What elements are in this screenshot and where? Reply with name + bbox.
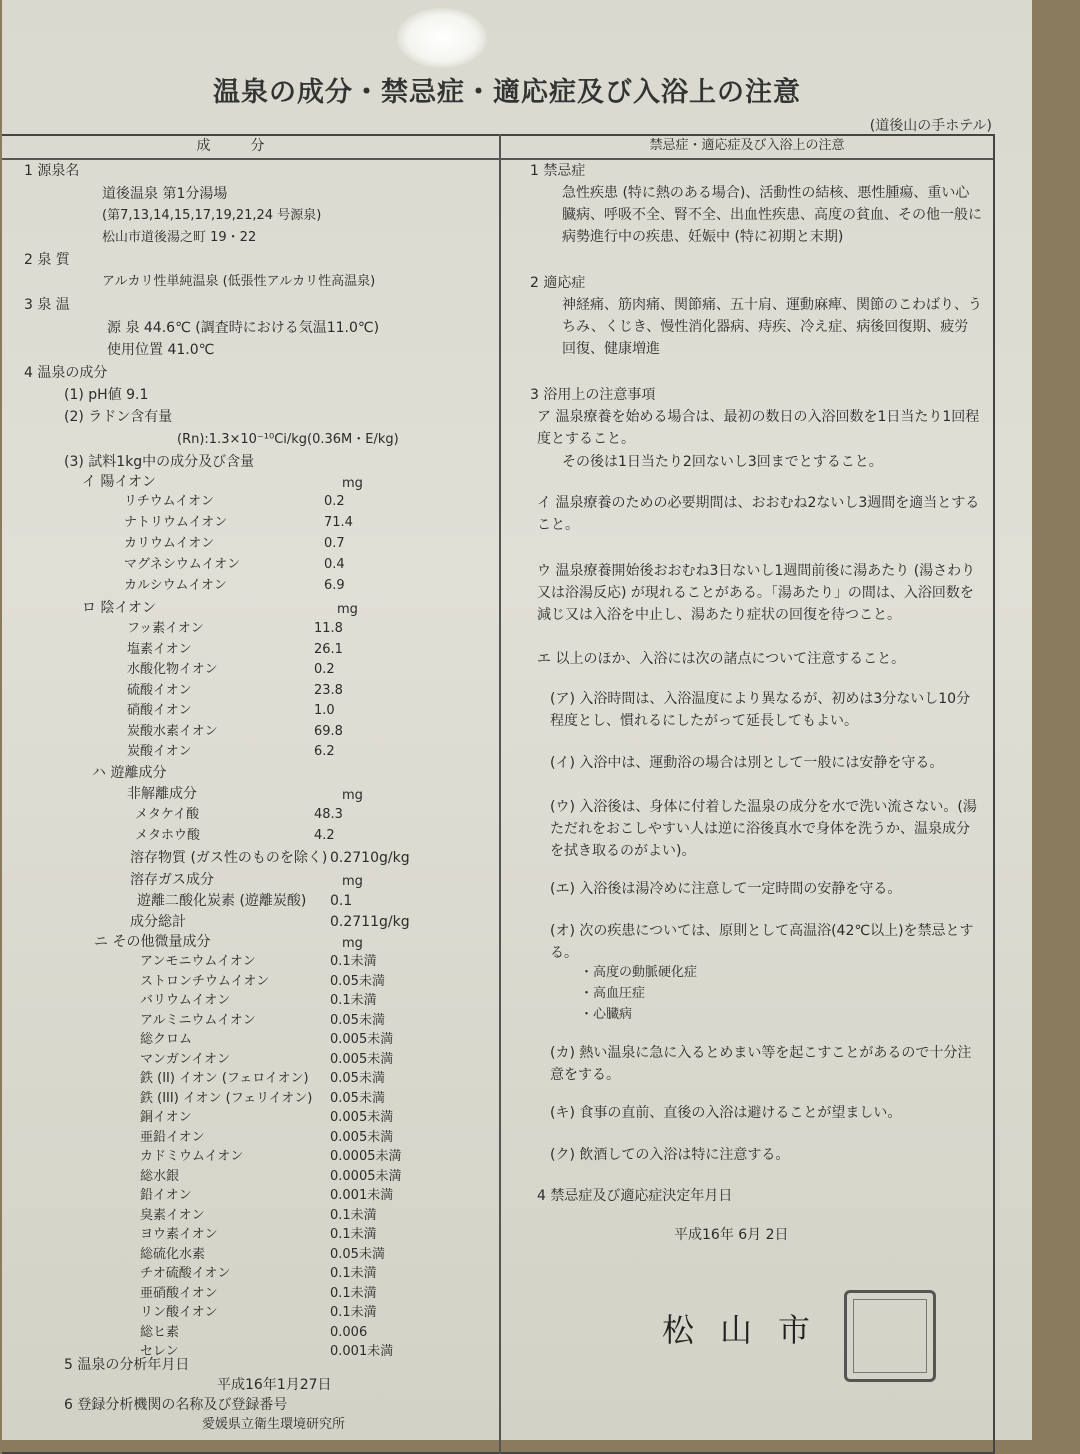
unit-label: mg — [342, 874, 363, 889]
cation-name: ナトリウムイオン — [124, 515, 228, 530]
issuer-label: (道後山の手ホテル) — [869, 118, 992, 134]
minor-component-name: 亜鉛イオン — [140, 1129, 205, 1145]
indications-text: 神経痛、筋肉痛、関節痛、五十肩、運動麻痺、関節のこわばり、うちみ、くじき、慢性消化器病、痔疾、冷え症、病後回復期、疲労回復、健康増進 — [562, 297, 982, 357]
minor-component-name: カドミウムイオン — [140, 1149, 244, 1164]
minor-component-value: 0.0005未満 — [330, 1149, 402, 1164]
anion-value: 23.8 — [314, 682, 343, 698]
minor-component-name: 総クロム — [140, 1032, 193, 1047]
anion-name: フッ素イオン — [127, 621, 204, 636]
total-label: 成分総計 — [130, 914, 186, 930]
minor-component-name: 銅イオン — [140, 1110, 192, 1125]
minor-component-name: 総水銀 — [140, 1168, 180, 1184]
anion-value: 11.8 — [314, 621, 343, 636]
minor-component-value: 0.005未満 — [330, 1129, 394, 1145]
minor-component-value: 0.1未満 — [330, 993, 377, 1008]
analysis-date: 平成16年1月27日 — [217, 1377, 332, 1393]
minor-component-value: 0.1未満 — [330, 1227, 377, 1242]
page-title: 温泉の成分・禁忌症・適応症及び入浴上の注意 — [213, 77, 801, 108]
minor-component-value: 0.05未満 — [330, 1012, 385, 1028]
section-temperature: 3 泉 温 — [24, 297, 70, 313]
minor-component-value: 0.005未満 — [330, 1110, 394, 1125]
anion-name: 炭酸イオン — [127, 744, 192, 759]
anion-value: 69.8 — [314, 723, 343, 739]
anion-heading: ロ 陰イオン — [82, 600, 157, 616]
temperature-line: 源 泉 44.6℃ (調査時における気温11.0℃) — [107, 320, 380, 336]
source-line: 松山市道後湯之町 19・22 — [102, 230, 257, 245]
source-line: 道後温泉 第1分湯場 — [102, 186, 228, 202]
note-e1: (ア) 入浴時間は、入浴温度により異なるが、初めは3分ないし10分程度とし、慣れるにしたがって延長してもよい。 — [550, 691, 971, 729]
minor-component-name: 総ヒ素 — [140, 1324, 180, 1340]
note-a: ア 温泉療養を始める場合は、最初の数日の入浴回数を1日当たり1回程度とすること。 — [537, 409, 980, 447]
free-component-name: メタケイ酸 — [135, 807, 200, 822]
notice-paper — [2, 0, 1032, 1440]
note-e: エ 以上のほか、入浴には次の諸点について注意すること。 — [537, 651, 906, 667]
official-seal — [844, 1290, 936, 1382]
minor-component-value: 0.05未満 — [330, 973, 385, 989]
cation-value: 0.2 — [324, 494, 345, 509]
note-a2: その後は1日当たり2回ないし3回までとすること。 — [562, 454, 883, 470]
nondissoc-heading: 非解離成分 — [127, 786, 197, 802]
pushpin-icon — [397, 8, 487, 68]
cation-value: 0.4 — [324, 557, 345, 572]
section-source-name: 1 源泉名 — [24, 163, 80, 179]
city-name: 松山市 — [662, 1311, 837, 1349]
left-column-header: 成分 — [2, 134, 499, 160]
radon-value: (Rn):1.3×10⁻¹⁰Ci/kg(0.36M・E/kg) — [177, 432, 399, 447]
minor-component-name: 鉄 (II) イオン (フェロイオン) — [140, 1071, 309, 1086]
gas-value: 0.1 — [330, 893, 353, 909]
temperature-line: 使用位置 41.0℃ — [107, 342, 215, 358]
minor-component-value: 0.1未満 — [330, 954, 377, 969]
total-value: 0.2711g/kg — [330, 914, 410, 930]
minor-component-name: 鉛イオン — [140, 1188, 192, 1203]
minor-component-value: 0.005未満 — [330, 1051, 394, 1067]
minor-component-value: 0.1未満 — [330, 1207, 377, 1223]
cation-name: リチウムイオン — [124, 494, 214, 509]
minor-component-value: 0.0005未満 — [330, 1168, 402, 1184]
sample-heading: (3) 試料1kg中の成分及び含量 — [64, 454, 255, 470]
e5-item: ・高血圧症 — [580, 986, 646, 1001]
minor-heading: ニ その他微量成分 — [94, 934, 211, 950]
anion-name: 水酸化物イオン — [127, 662, 218, 677]
spring-type-line: アルカリ性単純温泉 (低張性アルカリ性高温泉) — [102, 274, 376, 289]
anion-name: 炭酸水素イオン — [127, 723, 218, 739]
minor-component-name: 亜硝酸イオン — [140, 1285, 218, 1301]
gas-heading: 溶存ガス成分 — [130, 872, 214, 888]
anion-name: 硝酸イオン — [127, 703, 192, 718]
section-bathing-notes: 3 浴用上の注意事項 — [530, 387, 656, 403]
note-u: ウ 温泉療養開始後おおむね3日ないし1週間前後に湯あたり (湯さわり又は浴湯反応) が現れることがある。「湯あたり」の間は、入浴回数を減じ又は入浴を中止し、湯あたり症状の回復を待つこと。 — [537, 563, 976, 623]
minor-component-name: リン酸イオン — [140, 1305, 218, 1320]
free-heading: ハ 遊離成分 — [92, 765, 167, 781]
radon-label: (2) ラドン含有量 — [64, 409, 173, 425]
note-e8: (ク) 飲酒しての入浴は特に注意する。 — [550, 1147, 790, 1163]
minor-component-value: 0.1未満 — [330, 1285, 377, 1301]
free-component-value: 48.3 — [314, 807, 343, 822]
note-e7: (キ) 食事の直前、直後の入浴は避けることが望ましい。 — [550, 1105, 902, 1121]
minor-component-value: 0.05未満 — [330, 1246, 385, 1262]
minor-component-value: 0.001未満 — [330, 1188, 394, 1203]
minor-component-name: アンモニウムイオン — [140, 954, 256, 969]
unit-label: mg — [337, 602, 358, 617]
anion-value: 1.0 — [314, 703, 335, 718]
minor-component-name: マンガンイオン — [140, 1051, 230, 1067]
cation-value: 6.9 — [324, 578, 345, 593]
gas-label: 遊離二酸化炭素 (遊離炭酸) — [137, 893, 307, 909]
note-i: イ 温泉療養のための必要期間は、おおむね2ないし3週間を適当とすること。 — [537, 495, 980, 533]
e5-item: ・心臓病 — [580, 1007, 633, 1022]
source-line: (第7,13,14,15,17,19,21,24 号源泉) — [102, 208, 322, 223]
cation-heading: イ 陽イオン — [82, 474, 157, 490]
unit-label: mg — [342, 788, 363, 803]
free-component-name: メタホウ酸 — [135, 828, 201, 843]
minor-component-value: 0.001未満 — [330, 1344, 394, 1359]
minor-component-name: 臭素イオン — [140, 1207, 205, 1223]
cation-name: カリウムイオン — [124, 536, 215, 551]
section-components: 4 温泉の成分 — [24, 365, 108, 381]
anion-name: 塩素イオン — [127, 641, 192, 657]
minor-component-value: 0.1未満 — [330, 1266, 377, 1281]
minor-component-name: ストロンチウムイオン — [140, 973, 270, 989]
right-column-header: 禁忌症・適応症及び入浴上の注意 — [501, 134, 993, 160]
minor-component-name: ヨウ素イオン — [140, 1227, 218, 1242]
note-e5: (オ) 次の疾患については、原則として高温浴(42℃以上)を禁忌とする。 — [550, 923, 974, 961]
note-e3: (ウ) 入浴後は、身体に付着した温泉の成分を水で洗い流さない。(湯ただれをおこしやすい人は逆に浴後真水で身体を洗うか、温泉成分を拭き取るのがよい)。 — [550, 799, 977, 859]
section-spring-type: 2 泉 質 — [24, 252, 70, 268]
dissolved-value: 0.2710g/kg — [330, 850, 410, 866]
contraindications-text: 急性疾患 (特に熱のある場合)、活動性の結核、悪性腫瘍、重い心臓病、呼吸不全、腎不全、出血性疾患、高度の貧血、その他一般に病勢進行中の疾患、妊娠中 (特に初期と末期) — [562, 185, 982, 245]
anion-value: 0.2 — [314, 662, 335, 677]
note-e4: (エ) 入浴後は湯冷めに注意して一定時間の安静を守る。 — [550, 881, 902, 897]
note-e6: (カ) 熱い温泉に急に入るとめまい等を起こすことがあるので十分注意をする。 — [550, 1045, 972, 1083]
unit-label: mg — [342, 936, 363, 951]
cation-value: 0.7 — [324, 536, 345, 551]
minor-component-name: セレン — [140, 1344, 179, 1359]
dissolved-label: 溶存物質 (ガス性のものを除く) — [130, 850, 328, 866]
anion-value: 6.2 — [314, 744, 335, 759]
minor-component-value: 0.05未満 — [330, 1090, 385, 1106]
unit-label: mg — [342, 476, 363, 491]
minor-component-value: 0.006 — [330, 1324, 368, 1340]
minor-component-name: 鉄 (III) イオン (フェリイオン) — [140, 1090, 313, 1106]
anion-name: 硫酸イオン — [127, 682, 192, 698]
free-component-value: 4.2 — [314, 828, 335, 843]
section-analysis-date: 5 温泉の分析年月日 — [64, 1357, 190, 1373]
cation-value: 71.4 — [324, 515, 353, 530]
ph-value: (1) pH値 9.1 — [64, 387, 149, 403]
column-divider — [499, 134, 501, 1454]
section-indications: 2 適応症 — [530, 275, 586, 291]
e5-item: ・高度の動脈硬化症 — [580, 965, 698, 980]
section-contraindications: 1 禁忌症 — [530, 163, 586, 179]
lab-name: 愛媛県立衛生環境研究所 — [202, 1417, 346, 1432]
minor-component-value: 0.005未満 — [330, 1032, 394, 1047]
cation-name: マグネシウムイオン — [124, 557, 241, 572]
note-e2: (イ) 入浴中は、運動浴の場合は別として一般には安静を守る。 — [550, 755, 944, 771]
minor-component-name: アルミニウムイオン — [140, 1012, 256, 1028]
minor-component-name: バリウムイオン — [140, 993, 231, 1008]
section-lab: 6 登録分析機関の名称及び登録番号 — [64, 1397, 288, 1413]
cation-name: カルシウムイオン — [124, 578, 227, 593]
minor-component-value: 0.05未満 — [330, 1071, 385, 1086]
minor-component-name: 総硫化水素 — [140, 1246, 206, 1262]
anion-value: 26.1 — [314, 641, 343, 657]
decision-date: 平成16年 6月 2日 — [674, 1227, 789, 1243]
minor-component-value: 0.1未満 — [330, 1305, 377, 1320]
minor-component-name: チオ硫酸イオン — [140, 1266, 231, 1281]
section-decision-date: 4 禁忌症及び適応症決定年月日 — [537, 1188, 733, 1204]
